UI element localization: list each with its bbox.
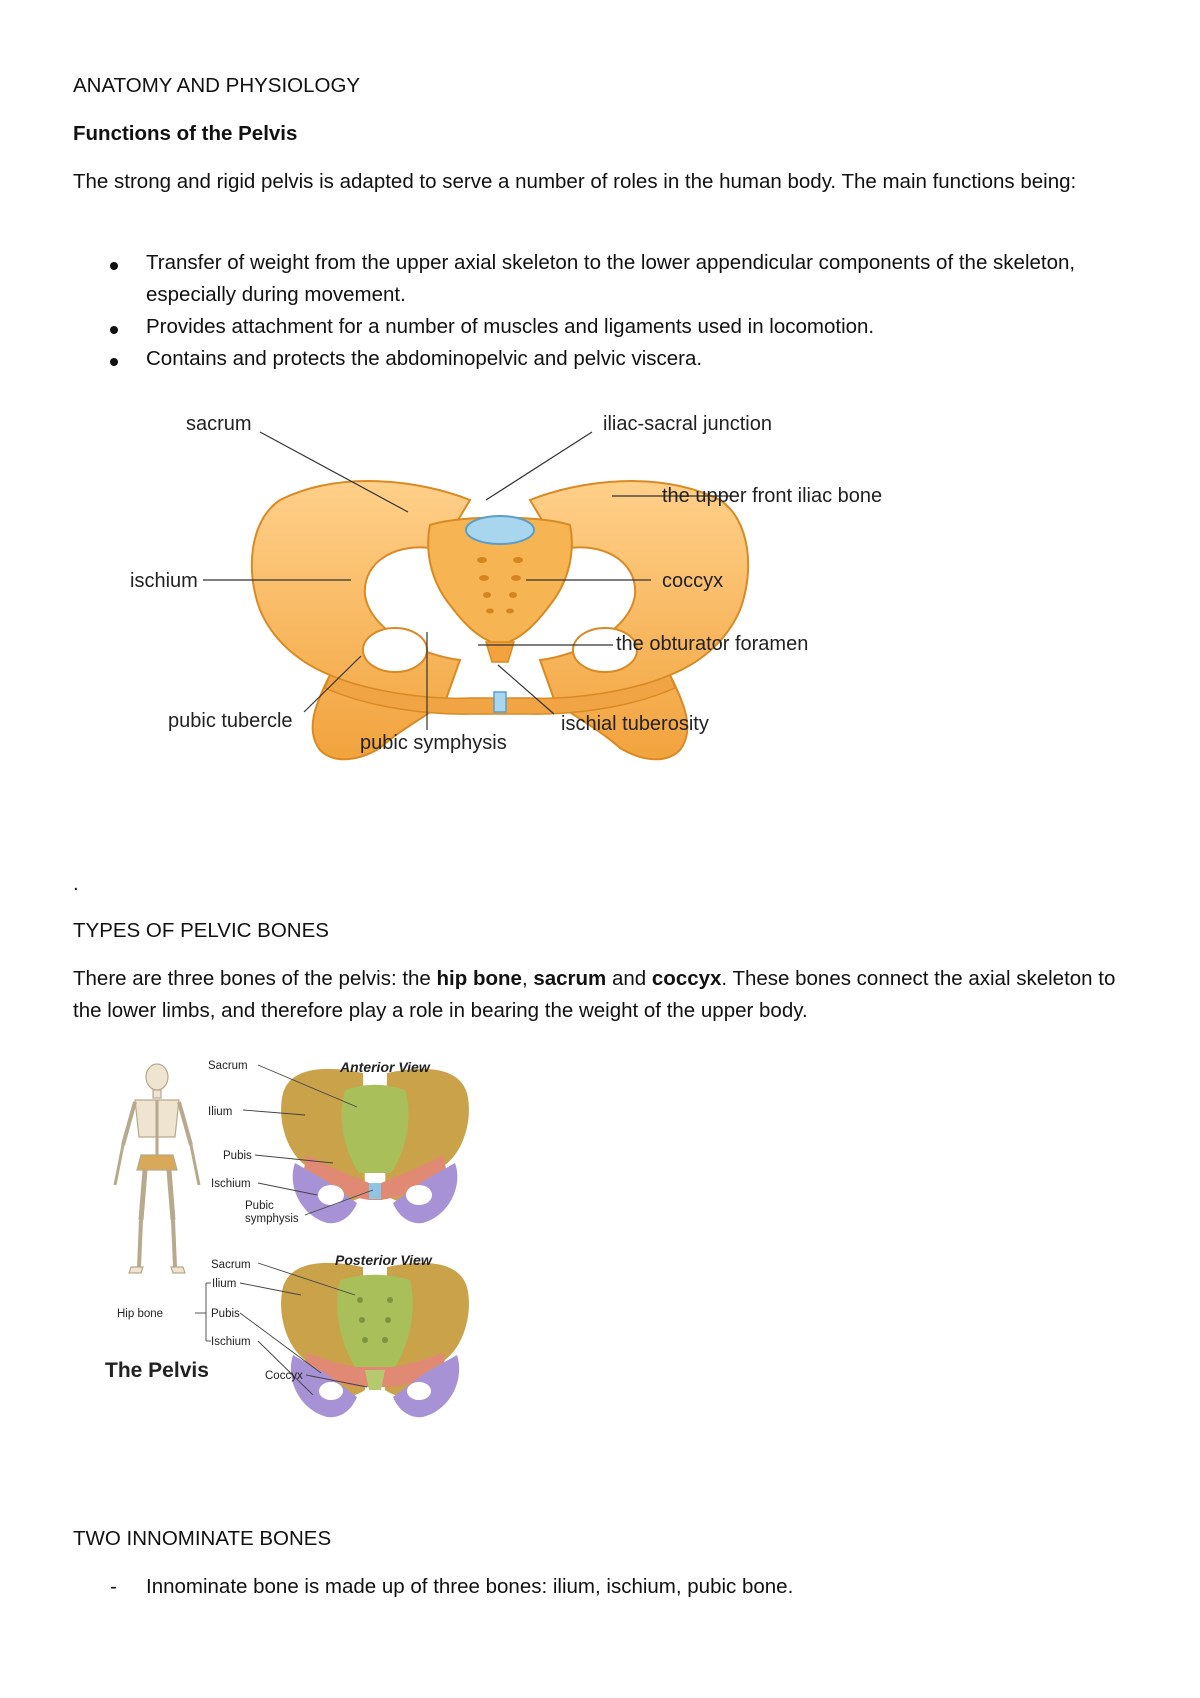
label-iliac-sacral-junction: iliac-sacral junction (603, 413, 772, 435)
types-text-4: . These bones connect the axial skeleton to the lower limbs, and therefore play a role in bearing the weight of the upper body. (73, 967, 1116, 1022)
functions-intro-paragraph: The strong and rigid pelvis is adapted to serve a number of roles in the human body. The main functions being: (73, 170, 1077, 193)
types-term-coccyx: coccyx (651, 967, 722, 990)
posterior-label-pubis: Pubis (211, 1308, 240, 1320)
types-term-hip-bone: hip bone (436, 967, 522, 990)
types-text-2: , (521, 967, 534, 990)
label-obturator-foramen: the obturator foramen (616, 633, 809, 655)
anterior-label-ischium: Ischium (211, 1178, 251, 1190)
anterior-label-pubic: Pubic (245, 1200, 274, 1212)
label-pubic-tubercle: pubic tubercle (168, 710, 293, 732)
section-title-types: TYPES OF PELVIC BONES (73, 919, 329, 942)
pelvis-views-diagram (95, 1055, 555, 1455)
separator-dot: . (73, 872, 79, 895)
label-coccyx: coccyx (662, 570, 724, 592)
posterior-label-hip-bone: Hip bone (117, 1308, 164, 1320)
posterior-label-sacrum: Sacrum (211, 1259, 251, 1271)
types-term-sacrum: sacrum (533, 967, 607, 990)
bullet-icon (110, 326, 118, 334)
label-pubic-symphysis: pubic symphysis (360, 732, 507, 754)
function-bullet-2: Provides attachment for a number of muscles and ligaments used in locomotion. (146, 315, 875, 338)
anterior-pelvis-illustration (281, 1069, 469, 1223)
anterior-label-pubis: Pubis (223, 1150, 252, 1162)
bullet-icon (110, 358, 118, 366)
posterior-label-ischium: Ischium (211, 1336, 251, 1348)
label-ischial-tuberosity: ischial tuberosity (561, 713, 709, 735)
types-text-1: There are three bones of the pelvis: the (73, 967, 437, 990)
section-title-functions: Functions of the Pelvis (73, 122, 298, 145)
anterior-label-sacrum: Sacrum (208, 1060, 248, 1072)
posterior-pelvis-illustration (281, 1263, 469, 1417)
document-heading: ANATOMY AND PHYSIOLOGY (73, 74, 361, 97)
skeleton-icon (115, 1064, 199, 1273)
label-ischium: ischium (130, 570, 198, 592)
section-title-innominate: TWO INNOMINATE BONES (73, 1527, 332, 1550)
label-sacrum: sacrum (186, 413, 252, 435)
pelvis-labeled-diagram (130, 413, 1030, 830)
posterior-view-title: Posterior View (335, 1252, 432, 1268)
types-text-3: and (606, 967, 652, 990)
function-bullet-3: Contains and protects the abdominopelvic and pelvic viscera. (146, 347, 703, 370)
figure-caption-the-pelvis: The Pelvis (105, 1359, 209, 1382)
dash-marker: - (110, 1575, 117, 1598)
types-paragraph (73, 963, 1123, 1027)
anterior-label-symphysis: symphysis (245, 1213, 299, 1225)
anterior-label-ilium: Ilium (208, 1106, 233, 1118)
anterior-view-title: Anterior View (340, 1059, 430, 1075)
posterior-label-ilium: Ilium (212, 1278, 237, 1290)
label-upper-front-iliac-bone: the upper front iliac bone (662, 485, 883, 507)
innominate-item: Innominate bone is made up of three bones: ilium, ischium, pubic bone. (146, 1575, 794, 1598)
bullet-icon (110, 262, 118, 270)
function-bullet-1: Transfer of weight from the upper axial skeleton to the lower appendicular components of the skeleton, especially during movement. (146, 251, 1076, 306)
posterior-label-coccyx: Coccyx (265, 1370, 303, 1382)
